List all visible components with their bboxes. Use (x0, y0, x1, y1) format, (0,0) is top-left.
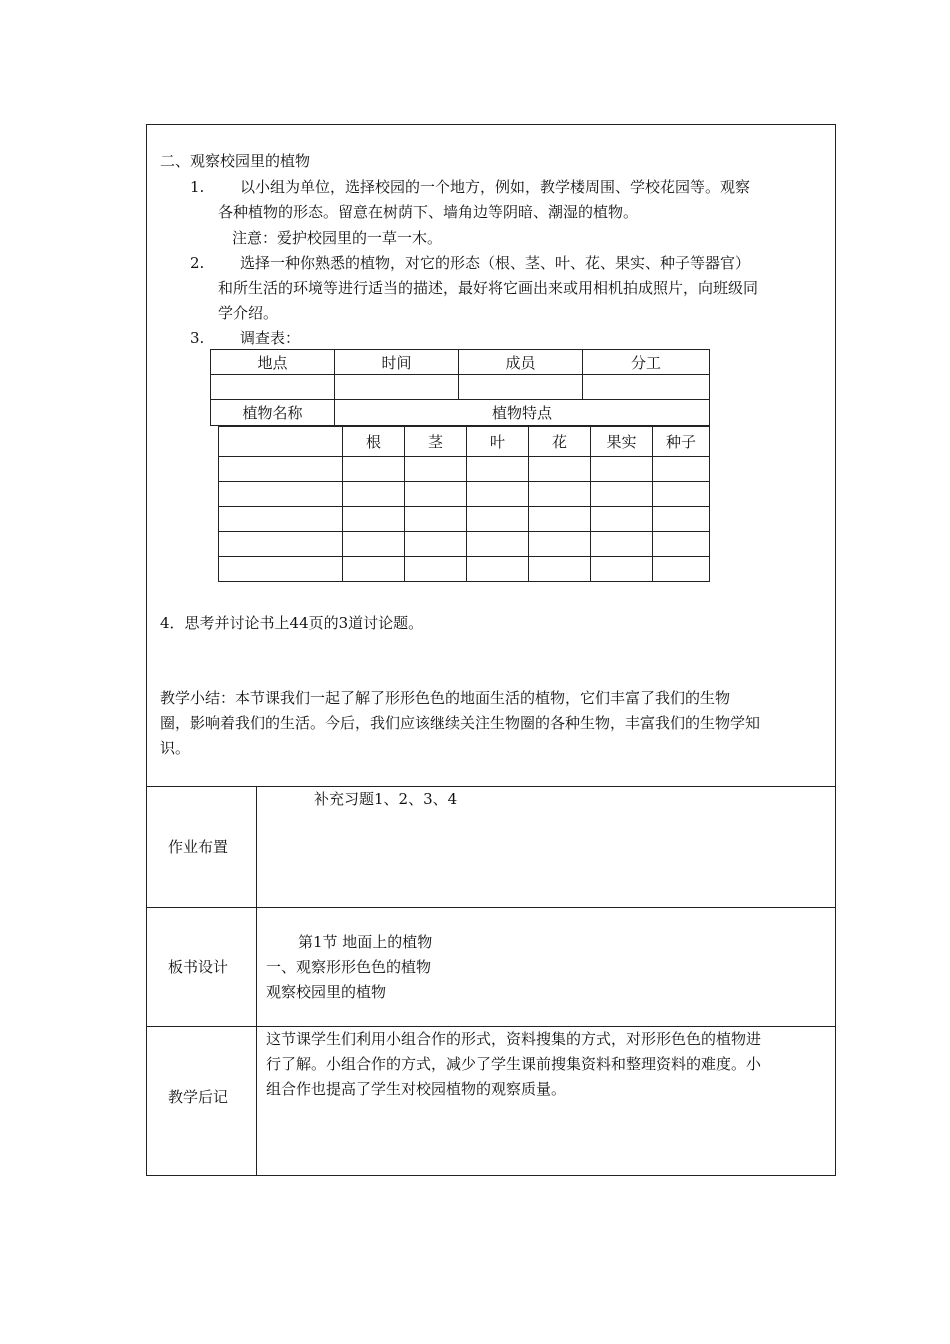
table-row (219, 507, 710, 532)
item4-text: 4．思考并讨论书上44页的3道讨论题。 (160, 614, 424, 632)
item2-line1: 选择一种你熟悉的植物，对它的形态（根、茎、叶、花、果实、种子等器官） (240, 254, 751, 272)
board-line3: 观察校园里的植物 (266, 983, 387, 1001)
board-label: 板书设计 (168, 958, 229, 976)
item1-line1: 以小组为单位，选择校园的一个地方，例如，教学楼周围、学校花园等。观察 (240, 178, 751, 196)
divider-board-reflection (146, 1026, 836, 1027)
table-row (219, 457, 710, 482)
homework-label: 作业布置 (168, 838, 229, 856)
survey-plant-name-header: 植物名称 (211, 400, 335, 426)
summary-line3: 识。 (160, 739, 191, 757)
organ-header-fruit: 果实 (591, 427, 653, 457)
reflection-label: 教学后记 (168, 1088, 229, 1106)
item2-number: 2. (190, 254, 205, 272)
item2-line2: 和所生活的环境等进行适当的描述，最好将它画出来或用相机拍成照片，向班级同 (218, 279, 759, 297)
survey-cell-time (335, 375, 459, 400)
summary-line1: 教学小结：本节课我们一起了解了形形色色的地面生活的植物，它们丰富了我们的生物 (160, 689, 731, 707)
summary-line2: 圈，影响着我们的生活。今后，我们应该继续关注生物圈的各种生物，丰富我们的生物学知 (160, 714, 761, 732)
survey-table-organs (218, 426, 710, 582)
divider-homework-board (146, 907, 836, 908)
homework-content: 补充习题1、2、3、4 (314, 790, 458, 808)
divider-summary-homework (146, 786, 836, 787)
item1-number: 1. (190, 178, 205, 196)
item2-line3: 学介绍。 (218, 304, 279, 322)
item1-line2: 各种植物的形态。留意在树荫下、墙角边等阴暗、潮湿的植物。 (218, 203, 639, 221)
item3-number: 3. (190, 329, 205, 347)
organs-blank-header (219, 427, 343, 457)
item1-note: 注意：爱护校园里的一草一木。 (232, 229, 443, 247)
reflection-line1: 这节课学生们利用小组合作的形式，资料搜集的方式，对形形色色的植物进 (266, 1030, 762, 1048)
organ-header-stem: 茎 (405, 427, 467, 457)
survey-header-location: 地点 (211, 350, 335, 375)
table-row (219, 557, 710, 582)
organ-header-flower: 花 (529, 427, 591, 457)
table-row (219, 482, 710, 507)
board-line2: 一、观察形形色色的植物 (266, 958, 432, 976)
organ-header-leaf: 叶 (467, 427, 529, 457)
survey-cell-members (459, 375, 583, 400)
survey-cell-location (211, 375, 335, 400)
organ-header-root: 根 (343, 427, 405, 457)
section-heading: 二、观察校园里的植物 (160, 152, 311, 170)
survey-header-time: 时间 (335, 350, 459, 375)
survey-plant-features-header: 植物特点 (335, 400, 710, 426)
survey-header-division: 分工 (583, 350, 710, 375)
survey-cell-division (583, 375, 710, 400)
board-title: 第1节 地面上的植物 (298, 933, 433, 951)
reflection-line3: 组合作也提高了学生对校园植物的观察质量。 (266, 1080, 567, 1098)
reflection-line2: 行了解。小组合作的方式，减少了学生课前搜集资料和整理资料的难度。小 (266, 1055, 762, 1073)
survey-header-members: 成员 (459, 350, 583, 375)
label-column-divider (256, 786, 257, 1176)
table-row (219, 532, 710, 557)
survey-table-header (210, 349, 710, 426)
organ-header-seed: 种子 (653, 427, 710, 457)
item3-label: 调查表： (240, 329, 301, 347)
